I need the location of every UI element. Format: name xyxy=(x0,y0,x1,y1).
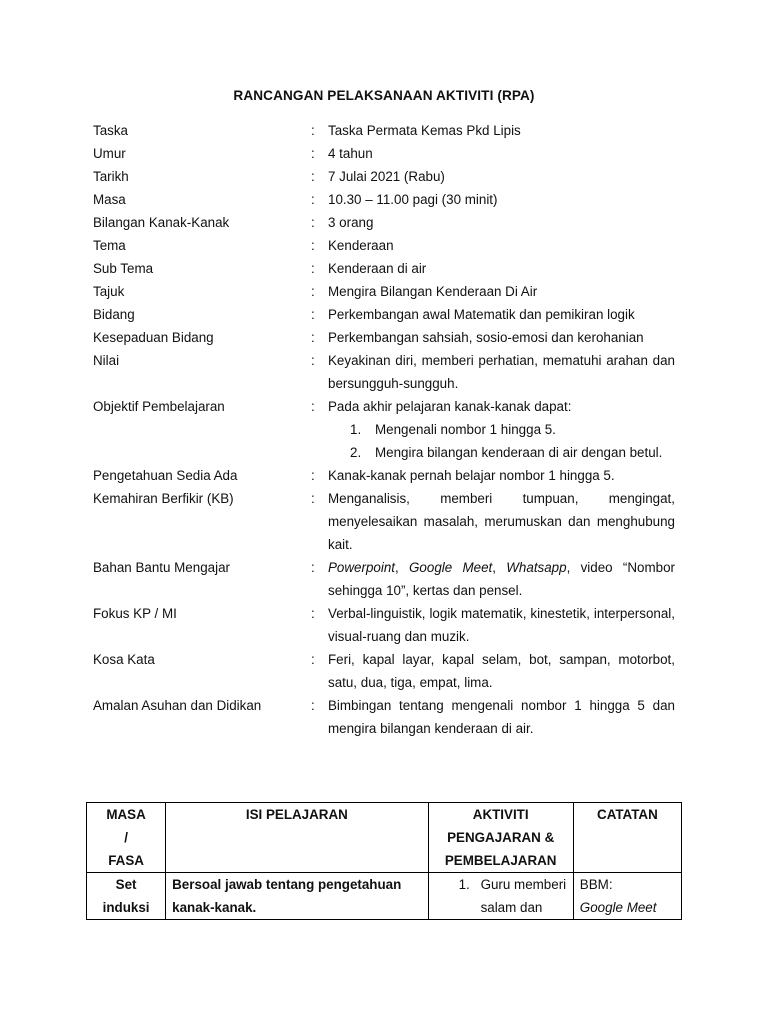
info-label: Sub Tema xyxy=(93,261,154,276)
info-label: Objektif Pembelajaran xyxy=(93,399,225,414)
bbm-separator: , xyxy=(395,560,410,575)
colon: : xyxy=(311,399,315,414)
info-label: Fokus KP / MI xyxy=(93,606,177,621)
info-row-tema xyxy=(93,234,693,257)
info-value: Verbal-linguistik, logik matematik, kinestetik, interpersonal, visual-ruang dan muzik. xyxy=(328,606,675,644)
info-value: Keyakinan diri, memberi perhatian, mematuhi arahan dan bersungguh-sungguh. xyxy=(328,353,675,391)
fasa-text: Set xyxy=(115,877,137,892)
info-value: Mengira Bilangan Kenderaan Di Air xyxy=(328,284,538,299)
header-catatan xyxy=(573,803,681,873)
info-value: 10.30 – 11.00 pagi (30 minit) xyxy=(328,192,498,207)
info-value: Taska Permata Kemas Pkd Lipis xyxy=(328,123,521,138)
info-row-umur xyxy=(93,142,693,165)
info-row-amalan xyxy=(93,694,693,740)
info-value: 3 orang xyxy=(328,215,374,230)
header-text: FASA xyxy=(108,853,144,868)
colon: : xyxy=(311,491,315,506)
info-row-kesepaduan xyxy=(93,326,693,349)
info-value: Kanak-kanak pernah belajar nombor 1 hingga 5. xyxy=(328,468,615,483)
header-aktiviti xyxy=(428,803,573,873)
objective-number: 1. xyxy=(350,422,362,437)
info-value: Perkembangan sahsiah, sosio-emosi dan kerohanian xyxy=(328,330,644,345)
bbm-separator: , xyxy=(492,560,507,575)
colon: : xyxy=(311,215,315,230)
info-row-objektif xyxy=(93,395,693,464)
info-label: Tema xyxy=(93,238,126,253)
objective-intro: Pada akhir pelajaran kanak-kanak dapat: xyxy=(328,399,572,414)
header-text: CATATAN xyxy=(597,807,658,822)
objective-text: Mengenali nombor 1 hingga 5. xyxy=(375,422,556,437)
info-value: Kenderaan xyxy=(328,238,394,253)
info-value: Bimbingan tentang mengenali nombor 1 hingga 5 dan mengira bilangan kenderaan di air. xyxy=(328,698,675,736)
info-label: Nilai xyxy=(93,353,120,368)
header-isi-pelajaran xyxy=(166,803,428,873)
info-value: Perkembangan awal Matematik dan pemikiran logik xyxy=(328,307,635,322)
objective-item xyxy=(328,441,675,464)
colon: : xyxy=(311,652,315,667)
info-value: Menganalisis, memberi tumpuan, mengingat, menyelesaikan masalah, merumuskan dan menghubung kait. xyxy=(328,491,675,552)
info-row-fokus xyxy=(93,602,693,648)
info-label: Bilangan Kanak-Kanak xyxy=(93,215,230,230)
objective-list xyxy=(328,418,675,464)
info-value xyxy=(328,556,675,602)
info-section xyxy=(93,119,693,740)
colon: : xyxy=(311,146,315,161)
info-label: Kesepaduan Bidang xyxy=(93,330,214,345)
bbm-google-meet: Google Meet xyxy=(409,560,493,575)
bbm-whatsapp: Whatsapp xyxy=(506,560,567,575)
objective-text: Mengira bilangan kenderaan di air dengan betul. xyxy=(375,445,663,460)
colon: : xyxy=(311,169,315,184)
info-row-bbm xyxy=(93,556,693,602)
info-row-kemahiran xyxy=(93,487,693,556)
info-row-pengetahuan xyxy=(93,464,693,487)
colon: : xyxy=(311,261,315,276)
table-row xyxy=(87,873,682,920)
info-value xyxy=(328,395,675,464)
info-label: Pengetahuan Sedia Ada xyxy=(93,468,238,483)
info-row-taska xyxy=(93,119,693,142)
catatan-value xyxy=(580,896,681,919)
info-label: Bidang xyxy=(93,307,135,322)
header-text: AKTIVITI xyxy=(472,807,529,822)
colon: : xyxy=(311,330,315,345)
colon: : xyxy=(311,123,315,138)
header-masa-fasa xyxy=(87,803,166,873)
lesson-plan-table xyxy=(86,802,682,920)
page-title: RANCANGAN PELAKSANAAN AKTIVITI (RPA) xyxy=(233,88,535,103)
info-value: 4 tahun xyxy=(328,146,373,161)
fasa-text: induksi xyxy=(102,900,150,915)
info-row-masa xyxy=(93,188,693,211)
header-text: / xyxy=(124,830,128,845)
bbm-rest: , video “Nombor sehingga 10”, kertas dan pensel. xyxy=(328,560,675,598)
colon: : xyxy=(311,284,315,299)
header-text: ISI PELAJARAN xyxy=(245,807,348,822)
activity-text: Guru memberi salam dan xyxy=(480,877,567,915)
info-label: Umur xyxy=(93,146,126,161)
catatan-google-meet: Google Meet xyxy=(579,900,657,915)
info-label: Masa xyxy=(93,192,126,207)
cell-aktiviti xyxy=(428,873,573,920)
colon: : xyxy=(311,468,315,483)
objective-number: 2. xyxy=(350,445,362,460)
header-text: MASA xyxy=(106,807,146,822)
colon: : xyxy=(311,560,315,575)
info-label: Amalan Asuhan dan Didikan xyxy=(93,698,262,713)
activity-number: 1. xyxy=(458,877,470,892)
info-label: Tajuk xyxy=(93,284,125,299)
cell-fasa xyxy=(87,873,166,920)
header-text: PEMBELAJARAN xyxy=(444,853,557,868)
colon: : xyxy=(311,698,315,713)
info-label: Bahan Bantu Mengajar xyxy=(93,560,230,575)
isi-text: Bersoal jawab tentang pengetahuan kanak-kanak. xyxy=(172,877,402,915)
info-value: Kenderaan di air xyxy=(328,261,427,276)
info-label: Tarikh xyxy=(93,169,129,184)
info-label: Taska xyxy=(93,123,128,138)
colon: : xyxy=(311,353,315,368)
cell-isi xyxy=(166,873,428,920)
objective-item xyxy=(328,418,675,441)
catatan-label: BBM: xyxy=(579,877,613,892)
bbm-powerpoint: Powerpoint xyxy=(328,560,395,575)
colon: : xyxy=(311,192,315,207)
info-value: 7 Julai 2021 (Rabu) xyxy=(328,169,445,184)
info-label: Kemahiran Berfikir (KB) xyxy=(93,491,234,506)
info-label: Kosa Kata xyxy=(93,652,155,667)
info-row-bilangan xyxy=(93,211,693,234)
colon: : xyxy=(311,606,315,621)
info-row-bidang xyxy=(93,303,693,326)
table-header-row xyxy=(87,803,682,873)
info-row-tajuk xyxy=(93,280,693,303)
info-value: Feri, kapal layar, kapal selam, bot, sampan, motorbot, satu, dua, tiga, empat, lima. xyxy=(328,652,675,690)
cell-catatan xyxy=(573,873,681,920)
info-row-tarikh xyxy=(93,165,693,188)
colon: : xyxy=(311,307,315,322)
info-row-kosakata xyxy=(93,648,693,694)
header-text: PENGAJARAN & xyxy=(447,830,555,845)
colon: : xyxy=(311,238,315,253)
info-row-nilai xyxy=(93,349,693,395)
info-row-subtema xyxy=(93,257,693,280)
